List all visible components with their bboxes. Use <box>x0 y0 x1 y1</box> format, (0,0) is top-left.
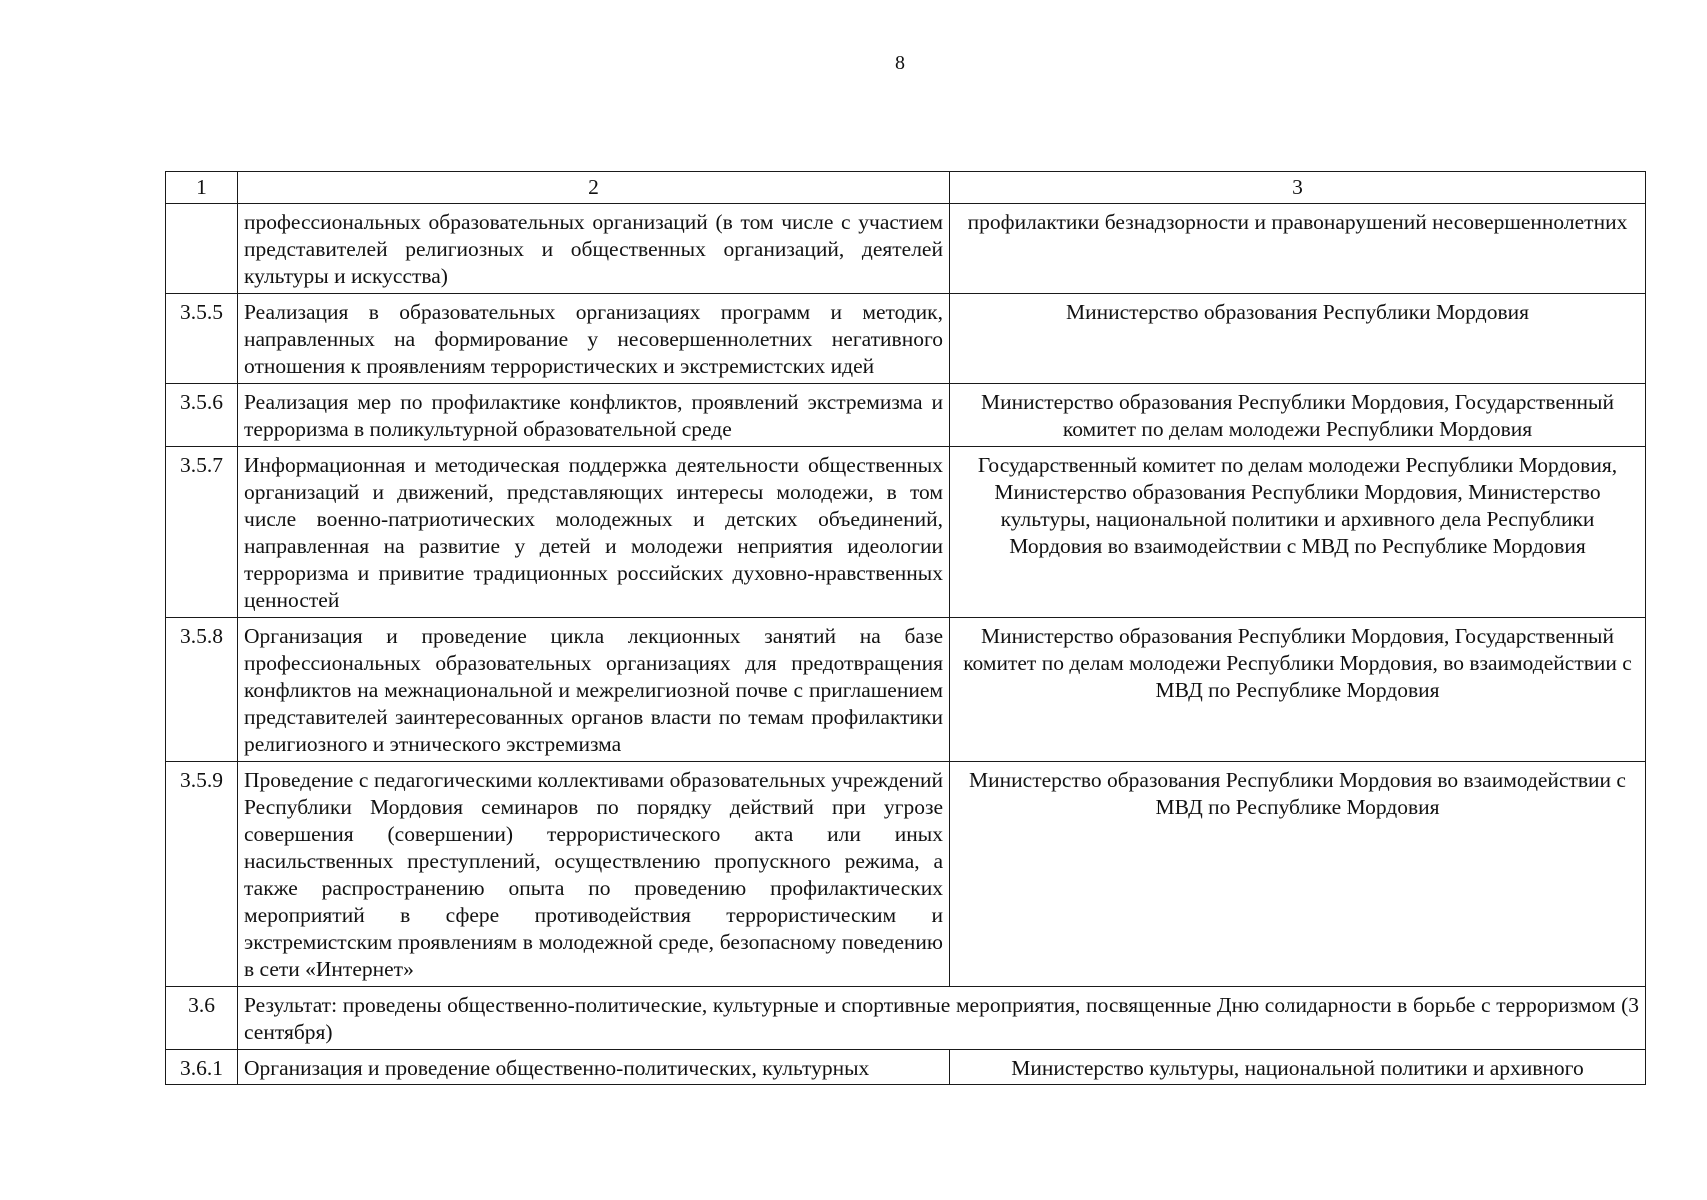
row-responsible: Министерство культуры, национальной политики и архивного <box>950 1050 1646 1085</box>
row-responsible: Министерство образования Республики Мордовия, Государственный комитет по делам молодежи Республики Мордовия <box>950 384 1646 447</box>
table-row <box>166 1050 1646 1085</box>
row-number <box>166 204 238 294</box>
result-row <box>166 987 1646 1050</box>
row-description: Реализация мер по профилактике конфликтов, проявлений экстремизма и терроризма в поликультурной образовательной среде <box>238 384 950 447</box>
result-text: Результат: проведены общественно-политические, культурные и спортивные мероприятия, посвященные Дню солидарности в борьбе с терроризмом (3 сентября) <box>238 987 1646 1050</box>
row-number: 3.5.7 <box>166 447 238 618</box>
row-number: 3.5.9 <box>166 762 238 987</box>
row-number: 3.6.1 <box>166 1050 238 1085</box>
row-responsible: Министерство образования Республики Мордовия во взаимодействии с МВД по Республике Мордовия <box>950 762 1646 987</box>
row-responsible: Министерство образования Республики Мордовия, Государственный комитет по делам молодежи Республики Мордовия, во взаимодействии с МВД по Республике Мордовия <box>950 618 1646 762</box>
header-cell-2: 2 <box>238 172 950 204</box>
table-row <box>166 762 1646 987</box>
row-description: профессиональных образовательных организаций (в том числе с участием представителей религиозных и общественных организаций, деятелей культуры и искусства) <box>238 204 950 294</box>
row-responsible: профилактики безнадзорности и правонарушений несовершеннолетних <box>950 204 1646 294</box>
row-number: 3.5.8 <box>166 618 238 762</box>
page-number: 8 <box>895 52 905 74</box>
row-description: Проведение с педагогическими коллективами образовательных учреждений Республики Мордовия семинаров по порядку действий при угрозе совершения (совершении) террористического акта или иных насильственных преступлений, осуществлению пропускного режима, а также распространению опыта по проведению профилактических мероприятий в сфере противодействия террористическим и экстремистским проявлениям в молодежной среде, безопасному поведению в сети «Интернет» <box>238 762 950 987</box>
row-description: Организация и проведение цикла лекционных занятий на базе профессиональных образовательных организациях для предотвращения конфликтов на межнациональной и межрелигиозной почве с приглашением представителей заинтересованных органов власти по темам профилактики религиозного и этнического экстремизма <box>238 618 950 762</box>
row-description: Информационная и методическая поддержка деятельности общественных организаций и движений, представляющих интересы молодежи, в том числе военно-патриотических молодежных и детских объединений, направленная на развитие у детей и молодежи неприятия идеологии терроризма и привитие традиционных российских духовно-нравственных ценностей <box>238 447 950 618</box>
table-row <box>166 384 1646 447</box>
plan-table <box>165 171 1646 1085</box>
table-row <box>166 447 1646 618</box>
table-row <box>166 294 1646 384</box>
table-row <box>166 618 1646 762</box>
row-number: 3.5.5 <box>166 294 238 384</box>
row-responsible: Министерство образования Республики Мордовия <box>950 294 1646 384</box>
header-cell-3: 3 <box>950 172 1646 204</box>
table-header-row <box>166 172 1646 204</box>
result-number: 3.6 <box>166 987 238 1050</box>
row-description: Реализация в образовательных организациях программ и методик, направленных на формирование у несовершеннолетних негативного отношения к проявлениям террористических и экстремистских идей <box>238 294 950 384</box>
row-number: 3.5.6 <box>166 384 238 447</box>
header-cell-1: 1 <box>166 172 238 204</box>
table-row <box>166 204 1646 294</box>
row-description: Организация и проведение общественно-политических, культурных <box>238 1050 950 1085</box>
row-responsible: Государственный комитет по делам молодежи Республики Мордовия, Министерство образования Республики Мордовия, Министерство культуры, национальной политики и архивного дела Республики Мордовия во взаимодействии с МВД по Республике Мордовия <box>950 447 1646 618</box>
